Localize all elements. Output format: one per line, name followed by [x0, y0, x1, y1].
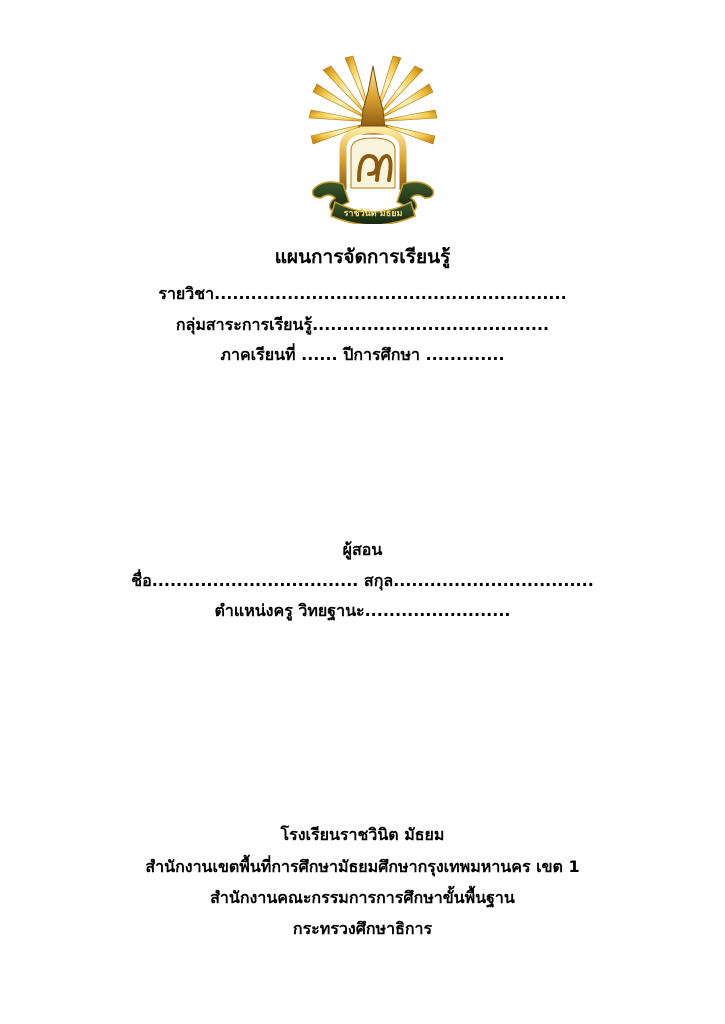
learning-area-line: กลุ่มสาระการเรียนรู้....................................... — [175, 315, 550, 334]
teacher-position-line: ตำแหน่งครู วิทยฐานะ........................ — [214, 601, 511, 620]
subject-line: รายวิชา.......................................................... — [158, 284, 567, 303]
teacher-name-line: ชื่อ.................................. สกุล................................. — [131, 571, 594, 590]
school-emblem-logo — [305, 52, 441, 224]
commission-name: สำนักงานคณะกรรมการการศึกษาขั้นพื้นฐาน — [210, 888, 515, 907]
emblem-label: ราชวินิต มัธยม — [343, 209, 403, 219]
school-name: โรงเรียนราชวินิต มัธยม — [280, 825, 445, 844]
area-office-name: สำนักงานเขตพื้นที่การศึกษามัธยมศึกษากรุงเทพมหานคร เขต 1 — [145, 857, 580, 876]
ministry-name: กระทรวงศึกษาธิการ — [292, 919, 433, 938]
semester-year-line: ภาคเรียนที่ ...... ปีการศึกษา ............. — [220, 345, 505, 364]
document-title: แผนการจัดการเรียนรู้ — [274, 246, 451, 268]
teacher-heading: ผู้สอน — [342, 540, 383, 559]
